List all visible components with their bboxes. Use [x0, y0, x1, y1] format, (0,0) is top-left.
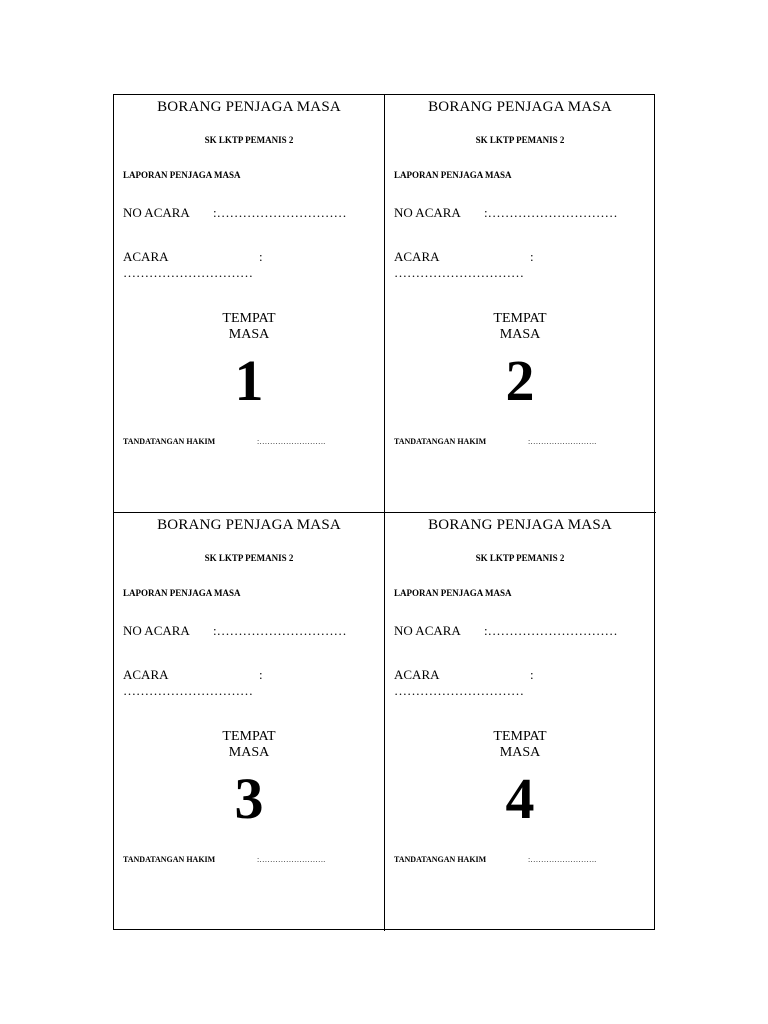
card-title: BORANG PENJAGA MASA	[428, 517, 612, 533]
timekeeper-card-2	[385, 95, 656, 513]
timekeeper-form-sheet	[113, 94, 655, 930]
place-label	[114, 729, 384, 761]
event-field: …………………………	[123, 683, 253, 698]
event-label: ACARA	[123, 249, 169, 264]
card-title: BORANG PENJAGA MASA	[428, 99, 612, 115]
event-label: ACARA	[123, 667, 169, 682]
event-number-label: NO ACARA	[123, 205, 190, 220]
place-label	[385, 729, 655, 761]
school-name: SK LKTP PEMANIS 2	[475, 553, 565, 563]
place-label-line1: TEMPAT	[222, 729, 276, 744]
place-number: 4	[505, 766, 535, 831]
place-label	[114, 311, 384, 343]
judge-signature-field: :…………………….	[257, 437, 326, 446]
event-colon: :	[259, 249, 263, 264]
school-name: SK LKTP PEMANIS 2	[475, 135, 565, 145]
event-colon: :	[259, 667, 263, 682]
place-number: 1	[234, 348, 264, 413]
event-number-field: :…………………………	[213, 205, 347, 220]
event-colon: :	[530, 667, 534, 682]
place-label-line2: MASA	[499, 745, 541, 760]
card-title: BORANG PENJAGA MASA	[157, 99, 341, 115]
judge-signature-label: TANDATANGAN HAKIM	[123, 855, 216, 864]
event-field: …………………………	[394, 683, 524, 698]
event-number-field: :…………………………	[213, 623, 347, 638]
school-name: SK LKTP PEMANIS 2	[204, 135, 294, 145]
event-field: …………………………	[123, 265, 253, 280]
event-number-field: :…………………………	[484, 623, 618, 638]
place-label-line1: TEMPAT	[222, 311, 276, 326]
judge-signature-field: :…………………….	[528, 437, 597, 446]
timekeeper-card-1	[114, 95, 385, 513]
place-number: 2	[505, 348, 535, 413]
place-label-line2: MASA	[499, 327, 541, 342]
event-number-field: :…………………………	[484, 205, 618, 220]
report-heading: LAPORAN PENJAGA MASA	[394, 170, 512, 180]
report-heading: LAPORAN PENJAGA MASA	[123, 588, 241, 598]
timekeeper-card-4	[385, 513, 656, 931]
event-number-label: NO ACARA	[123, 623, 190, 638]
place-label-line2: MASA	[228, 327, 270, 342]
report-heading: LAPORAN PENJAGA MASA	[123, 170, 241, 180]
event-label: ACARA	[394, 249, 440, 264]
timekeeper-card-3	[114, 513, 385, 931]
event-field: …………………………	[394, 265, 524, 280]
event-number-label: NO ACARA	[394, 623, 461, 638]
place-label	[385, 311, 655, 343]
event-label: ACARA	[394, 667, 440, 682]
event-colon: :	[530, 249, 534, 264]
place-label-line1: TEMPAT	[493, 311, 547, 326]
judge-signature-field: :…………………….	[257, 855, 326, 864]
judge-signature-label: TANDATANGAN HAKIM	[123, 437, 216, 446]
place-number: 3	[234, 766, 264, 831]
report-heading: LAPORAN PENJAGA MASA	[394, 588, 512, 598]
judge-signature-label: TANDATANGAN HAKIM	[394, 855, 487, 864]
event-number-label: NO ACARA	[394, 205, 461, 220]
place-label-line1: TEMPAT	[493, 729, 547, 744]
judge-signature-field: :…………………….	[528, 855, 597, 864]
judge-signature-label: TANDATANGAN HAKIM	[394, 437, 487, 446]
school-name: SK LKTP PEMANIS 2	[204, 553, 294, 563]
card-title: BORANG PENJAGA MASA	[157, 517, 341, 533]
place-label-line2: MASA	[228, 745, 270, 760]
